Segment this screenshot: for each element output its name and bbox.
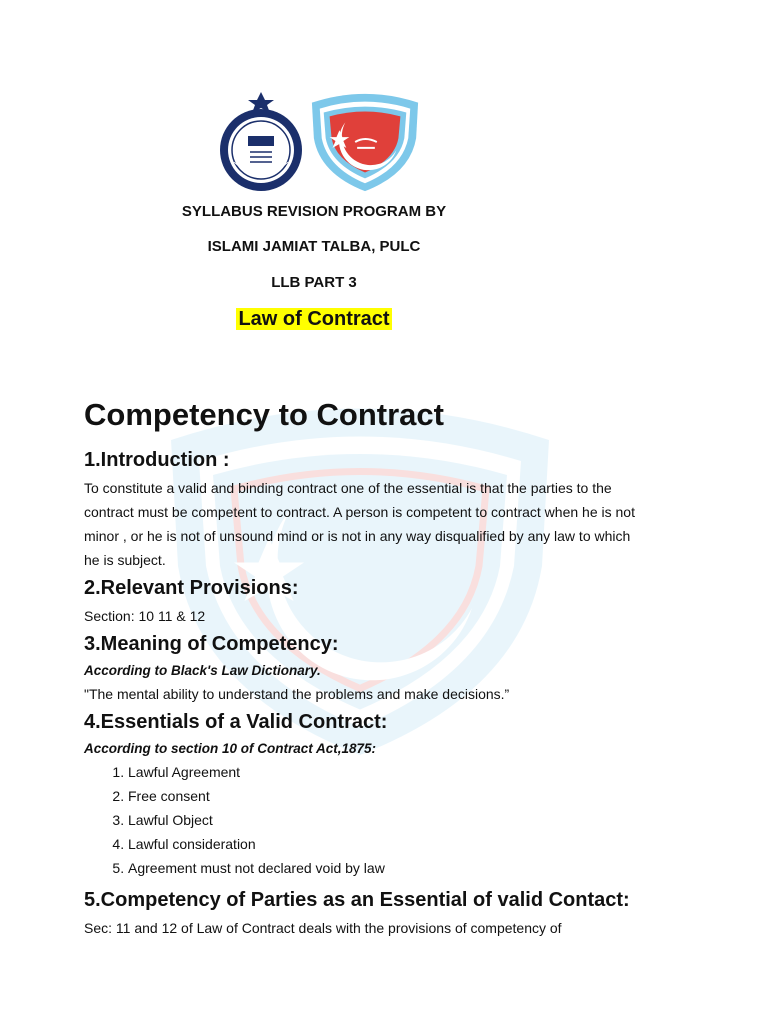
- intro-text: To constitute a valid and binding contract one of the essential is that the parties to the contract must be competent to contract. A person is competent to contract when he is not minor , or he is not of unsound mind or is not in any way disqualified by any law to which he is subject.: [84, 480, 635, 568]
- essentials-heading: 4.Essentials of a Valid Contract:: [84, 711, 388, 733]
- list-item: 4. Lawful consideration: [128, 832, 644, 856]
- provisions-heading: 2.Relevant Provisions:: [84, 577, 299, 599]
- list-item: 5. Agreement must not declared void by law: [128, 856, 644, 880]
- university-law-college-seal: [218, 90, 304, 194]
- parties-heading: 5.Competency of Parties as an Essential of valid Contact:: [84, 889, 630, 911]
- logos-row: [218, 90, 424, 194]
- meaning-source: According to Black's Law Dictionary.: [84, 663, 321, 678]
- essentials-list: [84, 760, 644, 880]
- essentials-source: According to section 10 of Contract Act,1875:: [84, 741, 377, 756]
- list-item: 1. Lawful Agreement: [128, 760, 644, 784]
- list-item: 3. Lawful Object: [128, 808, 644, 832]
- ijt-shield-logo: [306, 90, 424, 194]
- page-title: Competency to Contract: [84, 397, 444, 432]
- list-item: 2. Free consent: [128, 784, 644, 808]
- program-title: SYLLABUS REVISION PROGRAM BY: [181, 203, 447, 220]
- subject-title: [0, 308, 628, 331]
- document-body: [84, 392, 644, 940]
- meaning-heading: 3.Meaning of Competency:: [84, 633, 339, 655]
- subject-highlight: Law of Contract: [238, 308, 390, 330]
- organizer-name: ISLAMI JAMIAT TALBA, PULC: [207, 238, 421, 255]
- provisions-text: Section: 10 11 & 12: [84, 608, 206, 624]
- class-name: LLB PART 3: [271, 274, 357, 291]
- meaning-quote: "The mental ability to understand the problems and make decisions.”: [84, 686, 510, 702]
- parties-text: Sec: 11 and 12 of Law of Contract deals with the provisions of competency of: [84, 920, 562, 936]
- intro-heading: 1.Introduction :: [84, 449, 230, 471]
